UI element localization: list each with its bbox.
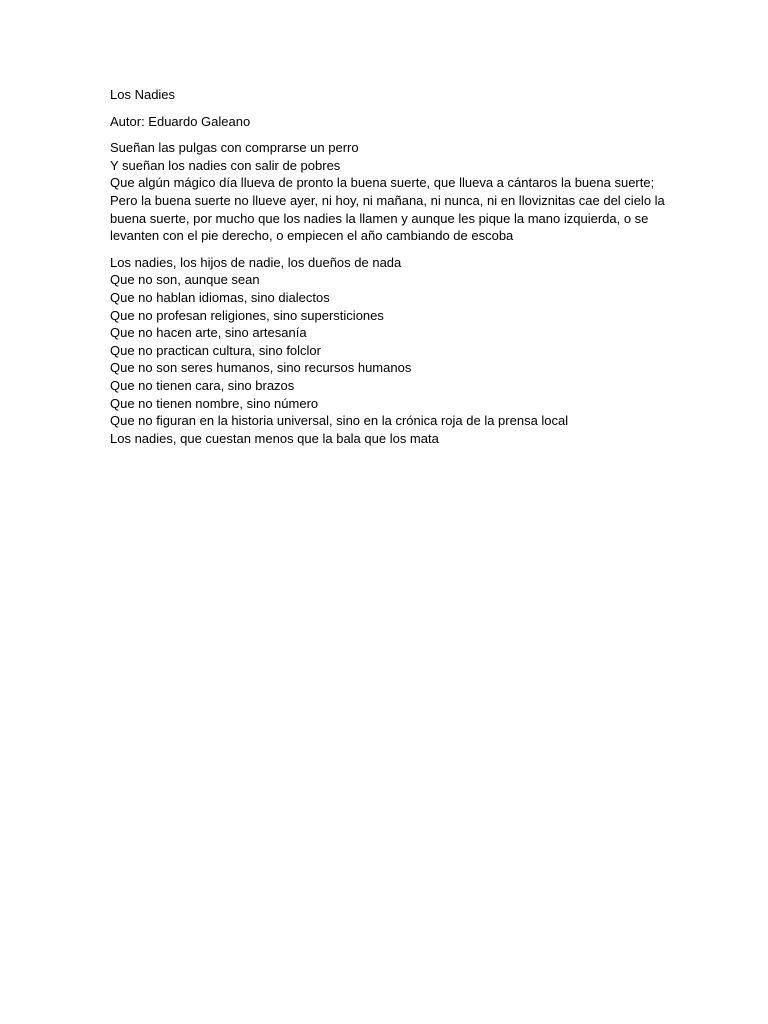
poem-line: Que no tienen nombre, sino número [110,395,319,411]
document-page [110,86,670,456]
poem-line: Que no tienen cara, sino brazos [110,377,295,393]
poem-author: Autor: Eduardo Galeano [110,113,251,129]
poem-title: Los Nadies [110,87,176,102]
poem-line: Que no figuran en la historia universal, sino en la crónica roja de la prensa local [110,413,569,429]
poem-line: Que algún mágico día llueva de pronto la buena suerte, que llueva a cántaros la buena suerte; [110,175,655,191]
poem-line: Los nadies, que cuestan menos que la bala que los mata [110,430,439,446]
poem-line: Que no hacen arte, sino artesanía [110,325,307,341]
poem-line: Que no profesan religiones, sino supersticiones [110,307,384,323]
poem-line: Que no practican cultura, sino folclor [110,342,321,358]
poem-line: Sueñan las pulgas con comprarse un perro [110,140,359,156]
poem-line: Los nadies, los hijos de nadie, los dueños de nada [110,254,402,270]
poem-line: Que no hablan idiomas, sino dialectos [110,289,330,305]
poem-line: Y sueñan los nadies con salir de pobres [110,157,341,173]
stanza-2 [110,254,670,448]
poem-line: Que no son seres humanos, sino recursos humanos [110,360,412,376]
poem-line: Pero la buena suerte no llueve ayer, ni hoy, ni mañana, ni nunca, ni en lloviznitas cae del cielo la buena suerte, por mucho que los nadies la llamen y aunque les pique la mano izquierda, o se levanten con el pie derecho, o empiecen el año cambiando de escoba [110,192,665,244]
stanza-1 [110,139,670,245]
poem-line: Que no son, aunque sean [110,272,260,288]
